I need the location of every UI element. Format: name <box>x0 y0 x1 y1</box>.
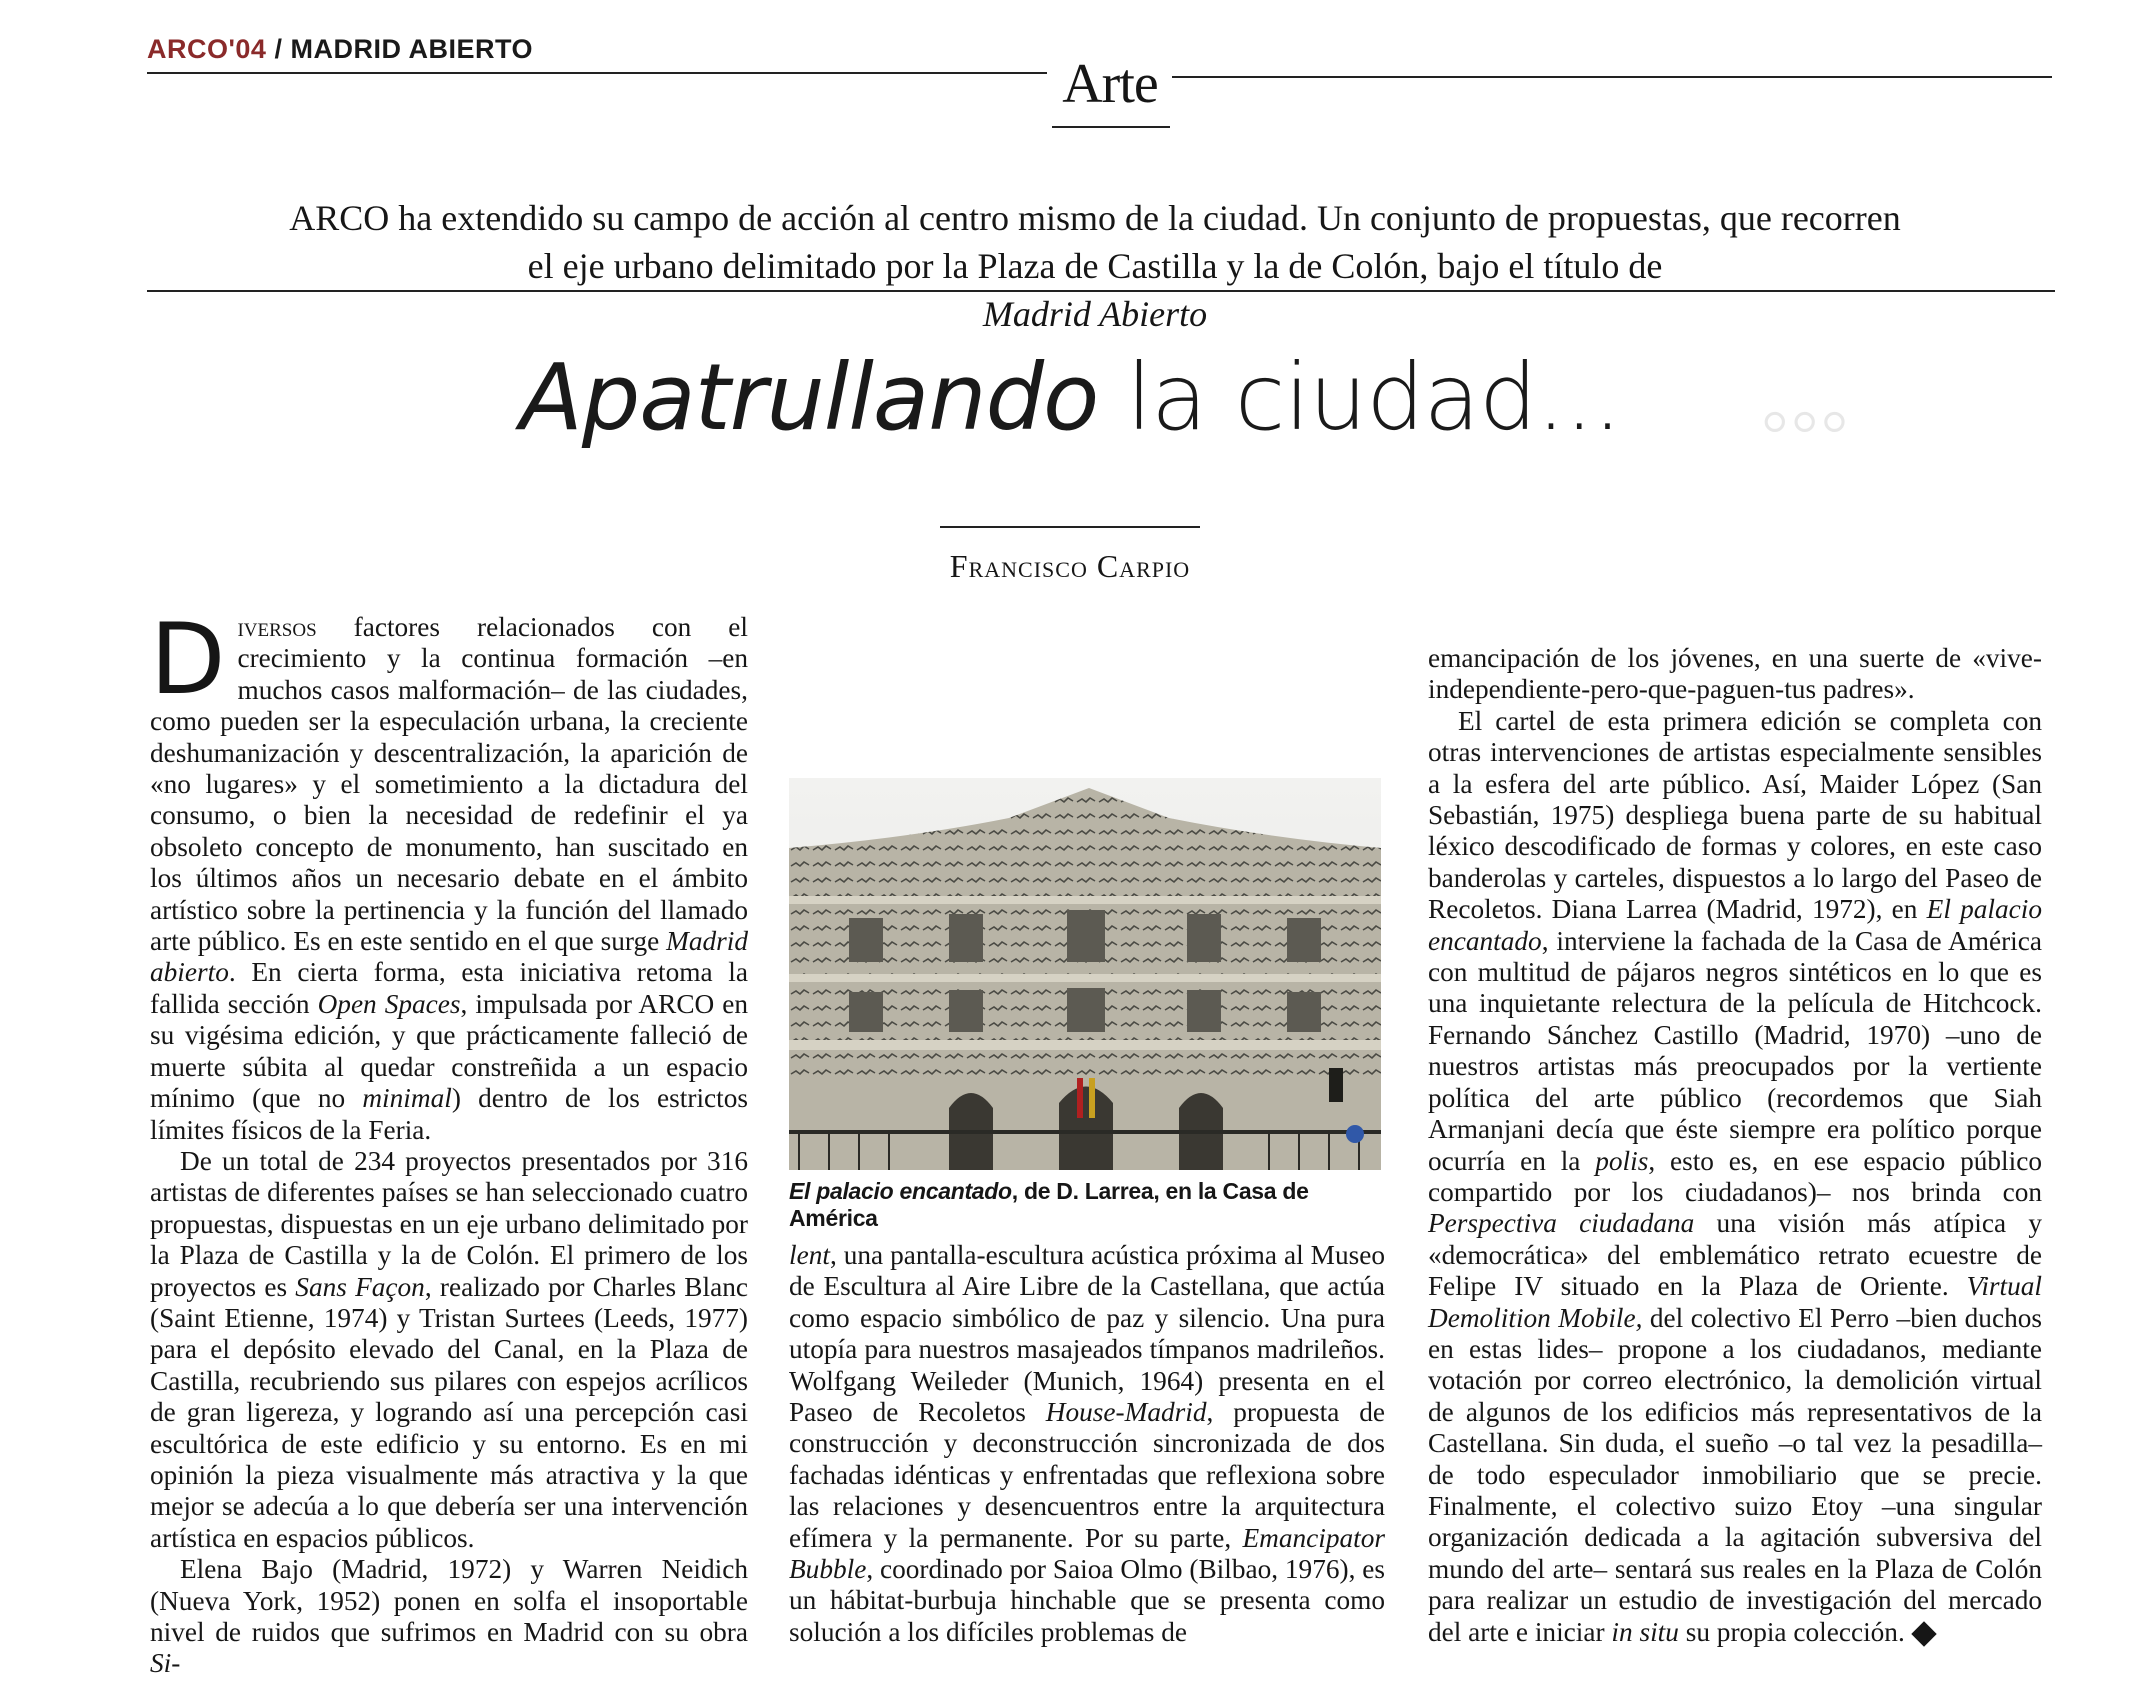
section-label <box>147 34 533 65</box>
lead-rule <box>147 290 2055 292</box>
article-column-1 <box>150 603 749 1680</box>
photo-caption: El palacio encantado, de D. Larrea, en la Casa de América <box>789 1178 1309 1231</box>
paragraph: lent, una pantalla-escultura acústica próxima al Museo de Escultura al Aire Libre de la Castellana, que actúa como espacio simbólico de paz y silencio. Una pura utopía para nuestros masajeados tímpanos madrileños. Wolfgang Weileder (Munich, 1964) presenta en el Paseo de Recoletos House-Madrid, propuesta de construcción y deconstrucción sincronizada de dos fachadas idénticas y enfrentadas que reflexiona sobre las relaciones y desencuentros entre la arquitectura efímera y la permanente. Por su parte, Emancipator Bubble, coordinado por Saioa Olmo (Bilbao, 1976), es un hábitat-burbuja hinchable que se presenta como solución a los difíciles problemas de <box>789 1240 1386 1647</box>
headline <box>0 344 2141 451</box>
article-column-3 <box>1428 643 2042 1648</box>
paragraph: El cartel de esta primera edición se completa con otras intervenciones de artistas especialmente sensibles a la esfera del arte público. Así, Maider López (San Sebastián, 1975) despliega buena parte de su habitual léxico descodificado de formas y colores, en este caso banderolas y carteles, dispuestos a lo largo del Paseo de Recoletos. Diana Larrea (Madrid, 1972), en El palacio encantado, interviene la fachada de la Casa de América con multitud de pájaros negros sintéticos en lo que es una inquietante relectura de la película de Hitchcock. Fernando Sánchez Castillo (Madrid, 1970) –uno de nuestros artistas más preocupados por la vertiente política del arte público (recordemos que Siah Armanjani decía que éste siempre era político porque ocurría en la polis, esto es, en ese espacio público compartido por los ciudadanos)– nos brinda con Perspectiva ciudadana una visión más atípica y «democrática» del emblemático retrato ecuestre de Felipe IV situado en la Plaza de Oriente. Virtual Demolition Mobile, del colectivo El Perro –bien duchos en estas lides– propone a los ciudadanos, mediante votación por correo electrónico, la demolición virtual de algunos de los edificios más representativos de la Castellana. Sin duda, el sueño –o tal vez la pesadilla– de todo especulador inmobiliario que se precie. Finalmente, el colectivo suizo Etoy –una singular organización dedicada a la agitación subversiva del mundo del arte– sentará sus reales en la Plaza de Colón para realizar un estudio de investigación del mercado del arte e iniciar in situ su propia colección. <box>1428 705 2042 1647</box>
lead-line-1: ARCO ha extendido su campo de acción al centro mismo de la ciudad. Un conjunto de propuestas, que recorren <box>289 198 1901 238</box>
header-rule-right <box>1172 76 2052 78</box>
byline: Francisco Carpio <box>949 548 1191 584</box>
label-separator: / <box>266 34 291 64</box>
paragraph: Diversos factores relacionados con el crecimiento y la continua formación –en muchos casos malformación– de las ciudades, como pueden ser la especulación urbana, la creciente deshumanización y descentralización, la aparición de «no lugares» y el sometimiento a la dictadura del consumo, o bien la necesidad de redefinir el ya obsoleto concepto de monumento, han suscitado en los últimos años un necesario debate en el ámbito artístico sobre la pertinencia y la función del llamado arte público. Es en este sentido en el que surge Madrid abierto. En cierta forma, esta iniciativa retoma la fallida sección Open Spaces, impulsada por ARCO en su vigésima edición, y que prácticamente falleció de muerte súbita al quedar constreñida a un espacio mínimo (que no minimal) dentro de los estrictos límites físicos de la Feria. <box>150 603 749 1145</box>
paragraph: emancipación de los jóvenes, en una suerte de «vive-independiente-pero-que-paguen-tus padres». <box>1428 643 2042 705</box>
byline-rule <box>940 526 1200 528</box>
bleed-through-artifact: ◦◦◦ <box>1760 370 1850 468</box>
article-photo <box>789 778 1381 1170</box>
article-column-2 <box>789 1240 1385 1648</box>
lead-title-italic: Madrid Abierto <box>982 294 1208 334</box>
headline-italic: Apatrullando <box>519 344 1099 451</box>
end-mark-icon <box>1911 1622 1936 1647</box>
section-title-underline <box>1052 126 1170 128</box>
section-title: Arte <box>1062 53 1158 115</box>
drop-cap: D <box>150 603 226 717</box>
header-rule-left <box>147 72 1047 74</box>
arco-label: ARCO'04 <box>147 34 267 64</box>
lead-paragraph <box>150 194 2040 338</box>
paragraph: Elena Bajo (Madrid, 1972) y Warren Neidich (Nueva York, 1952) ponen en solfa el insoportable nivel de ruidos que sufrimos en Madrid con su obra Si- <box>150 1554 748 1679</box>
headline-rest: la ciudad... <box>1098 344 1622 451</box>
series-label: MADRID ABIERTO <box>290 34 533 64</box>
palace-photo-icon <box>789 778 1381 1170</box>
paragraph: De un total de 234 proyectos presentados por 316 artistas de diferentes países se han seleccionado cuatro propuestas, dispuestas en un eje urbano delimitado por la Plaza de Castilla y la de Colón. El primero de los proyectos es Sans Façon, realizado por Charles Blanc (Saint Etienne, 1974) y Tristan Surtees (Leeds, 1977) para el depósito elevado del Canal, en la Plaza de Castilla, recubriendo sus pilares con espejos acrílicos de gran ligereza, y logrando así una percepción casi escultórica de este edificio y su entorno. Es en mi opinión la pieza visualmente más atractiva y la que mejor se adecúa a lo que debería ser una intervención artística en espacios públicos. <box>150 1145 748 1553</box>
lead-line-2: el eje urbano delimitado por la Plaza de Castilla y la de Colón, bajo el título de Madrid Abierto <box>527 246 1663 334</box>
